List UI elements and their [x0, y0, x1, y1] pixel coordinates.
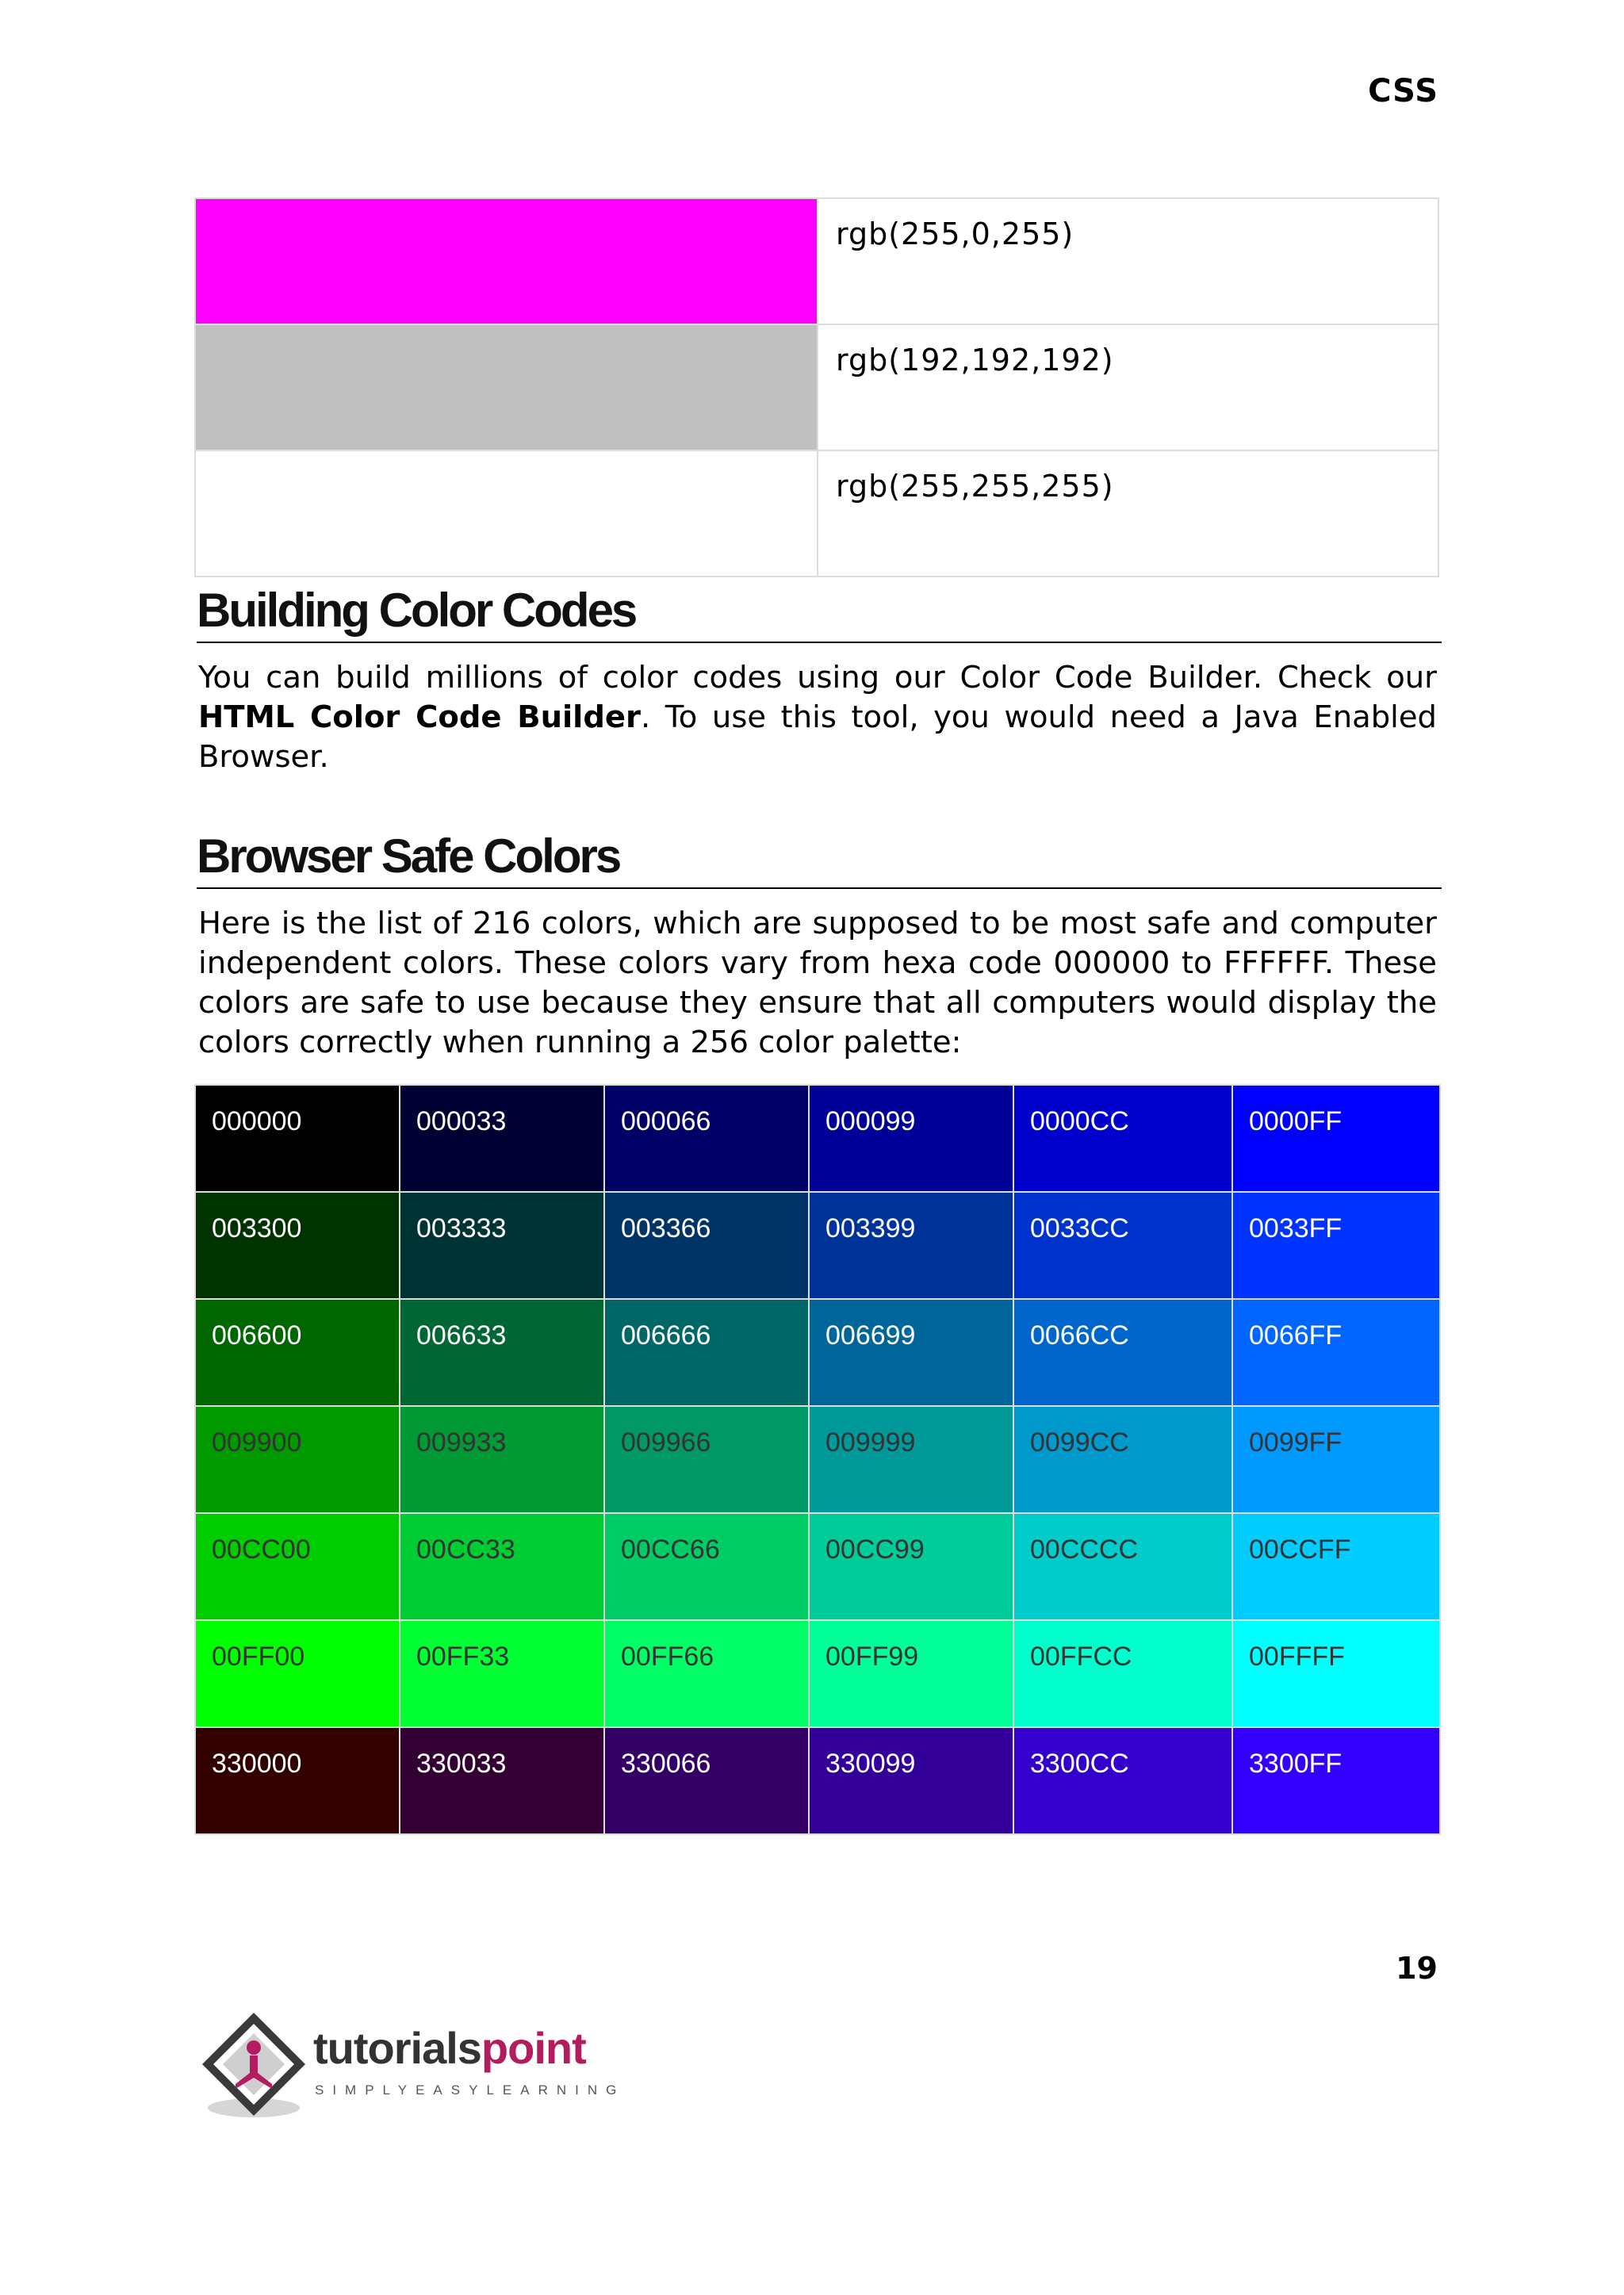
safe-color-cell: 0099FF: [1232, 1406, 1440, 1513]
safe-color-row: [195, 1406, 1440, 1513]
safe-color-cell: 00FFFF: [1232, 1620, 1440, 1727]
safe-color-cell: 00FF99: [809, 1620, 1013, 1727]
browser-safe-colors-heading: Browser Safe Colors: [197, 829, 1442, 889]
safe-colors-table: [194, 1084, 1441, 1835]
safe-color-cell: 00CC66: [604, 1513, 809, 1620]
rgb-code: rgb(255,255,255): [818, 450, 1438, 577]
safe-color-cell: 003399: [809, 1192, 1013, 1299]
building-text-after: . To use this tool, you would need a Java Enabled Browser.: [198, 699, 1437, 775]
color-swatch: [195, 324, 818, 450]
safe-color-cell: 006699: [809, 1299, 1013, 1406]
building-color-codes-text: [198, 658, 1437, 777]
safe-color-cell: 009933: [400, 1406, 604, 1513]
html-color-code-builder-link[interactable]: HTML Color Code Builder: [198, 699, 642, 735]
safe-color-cell: 006600: [195, 1299, 400, 1406]
browser-safe-colors-text: Here is the list of 216 colors, which are supposed to be most safe and computer independent colors. These colors vary from hexa code 000000 to FFFFFF. These colors are safe to use because they ensure that all computers would display the colors correctly when running a 256 color palette:: [198, 906, 1437, 1060]
rgb-code: rgb(192,192,192): [818, 324, 1438, 450]
safe-color-cell: 00CC99: [809, 1513, 1013, 1620]
rgb-row: [195, 324, 1438, 450]
rgb-row: [195, 198, 1438, 324]
safe-color-cell: 0066CC: [1013, 1299, 1232, 1406]
building-text-before: You can build millions of color codes using our Color Code Builder. Check our: [198, 660, 1437, 695]
rgb-color-table: [194, 197, 1439, 577]
logo-emblem-icon: [194, 2006, 313, 2125]
safe-color-cell: 330000: [195, 1727, 400, 1834]
logo-wordmark-part2: point: [481, 2023, 586, 2073]
safe-color-cell: 3300FF: [1232, 1727, 1440, 1834]
safe-color-cell: 003366: [604, 1192, 809, 1299]
safe-color-cell: 003300: [195, 1192, 400, 1299]
logo-wordmark-part1: tutorials: [313, 2023, 481, 2073]
logo-tagline: SIMPLYEASYLEARNING: [315, 2082, 626, 2098]
page-header-title: CSS: [1368, 73, 1438, 109]
safe-color-cell: 00CC33: [400, 1513, 604, 1620]
safe-color-cell: 00FF66: [604, 1620, 809, 1727]
safe-color-cell: 00CCCC: [1013, 1513, 1232, 1620]
safe-color-cell: 006666: [604, 1299, 809, 1406]
color-swatch: [195, 450, 818, 577]
logo-wordmark: [313, 2022, 586, 2074]
safe-color-cell: 00FFCC: [1013, 1620, 1232, 1727]
safe-color-cell: 000099: [809, 1085, 1013, 1192]
safe-color-row: [195, 1299, 1440, 1406]
safe-color-cell: 009999: [809, 1406, 1013, 1513]
safe-color-cell: 0000CC: [1013, 1085, 1232, 1192]
safe-color-cell: 0099CC: [1013, 1406, 1232, 1513]
safe-color-cell: 000066: [604, 1085, 809, 1192]
safe-color-cell: 00FF00: [195, 1620, 400, 1727]
safe-color-cell: 00FF33: [400, 1620, 604, 1727]
safe-color-row: [195, 1085, 1440, 1192]
safe-color-row: [195, 1620, 1440, 1727]
safe-color-cell: 3300CC: [1013, 1727, 1232, 1834]
color-swatch: [195, 198, 818, 324]
safe-color-row: [195, 1513, 1440, 1620]
safe-color-cell: 003333: [400, 1192, 604, 1299]
safe-color-cell: 330033: [400, 1727, 604, 1834]
safe-color-row: [195, 1727, 1440, 1834]
rgb-row: [195, 450, 1438, 577]
safe-color-cell: 000033: [400, 1085, 604, 1192]
safe-color-cell: 00CCFF: [1232, 1513, 1440, 1620]
safe-color-row: [195, 1192, 1440, 1299]
building-color-codes-heading: Building Color Codes: [197, 583, 1442, 643]
tutorialspoint-logo: [194, 2006, 626, 2125]
safe-color-cell: 0033FF: [1232, 1192, 1440, 1299]
page-number: 19: [1396, 1951, 1438, 1986]
safe-color-cell: 009900: [195, 1406, 400, 1513]
safe-color-cell: 330099: [809, 1727, 1013, 1834]
safe-color-cell: 0066FF: [1232, 1299, 1440, 1406]
safe-color-cell: 0033CC: [1013, 1192, 1232, 1299]
safe-color-cell: 0000FF: [1232, 1085, 1440, 1192]
safe-color-cell: 000000: [195, 1085, 400, 1192]
safe-color-cell: 330066: [604, 1727, 809, 1834]
safe-color-cell: 009966: [604, 1406, 809, 1513]
safe-color-cell: 00CC00: [195, 1513, 400, 1620]
rgb-code: rgb(255,0,255): [818, 198, 1438, 324]
safe-color-cell: 006633: [400, 1299, 604, 1406]
